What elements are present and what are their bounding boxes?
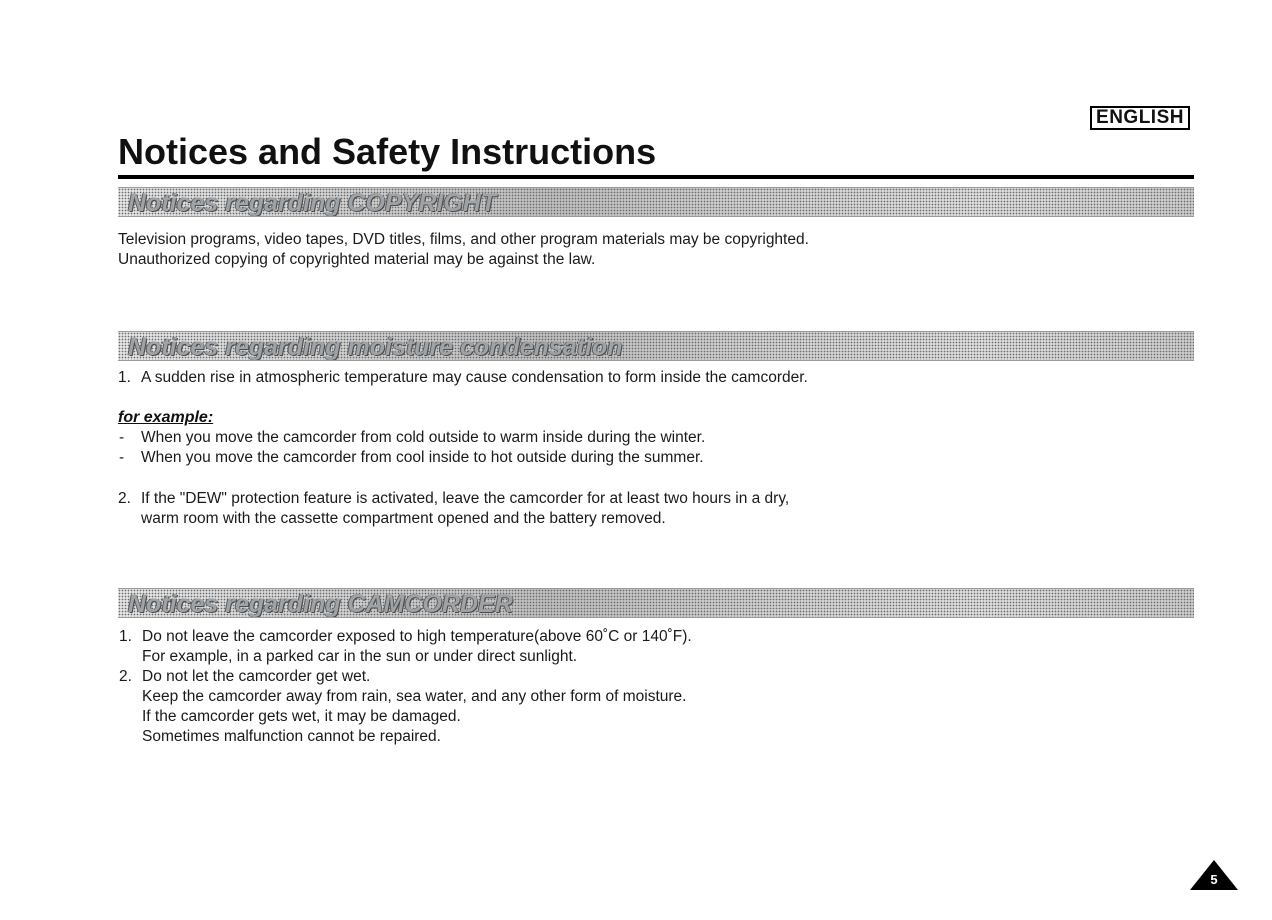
camcorder-item-2-line-4: Sometimes malfunction cannot be repaired. (142, 728, 441, 745)
camcorder-item-2-line-3: If the camcorder gets wet, it may be damaged. (142, 708, 461, 725)
moisture-bullet-1: When you move the camcorder from cold outside to warm inside during the winter. (141, 429, 706, 446)
page-title: Notices and Safety Instructions (118, 131, 657, 172)
title-rule (118, 175, 1194, 179)
language-badge: ENGLISH (1090, 106, 1190, 130)
camcorder-section-heading: Notices regarding CAMCORDER (128, 590, 513, 618)
moisture-item-1-text: A sudden rise in atmospheric temperature may cause condensation to form inside the camcorder. (141, 369, 808, 386)
bullet-mark: - (119, 449, 125, 466)
page-number: 5 (1210, 872, 1218, 887)
moisture-item-2-line-1: If the "DEW" protection feature is activated, leave the camcorder for at least two hours in a dry, (141, 490, 790, 507)
copyright-line-2: Unauthorized copying of copyrighted material may be against the law. (118, 251, 596, 268)
moisture-item-2-number: 2. (118, 490, 131, 507)
copyright-line-1: Television programs, video tapes, DVD titles, films, and other program materials may be copyrighted. (118, 231, 809, 248)
page-number-marker (1190, 860, 1238, 890)
moisture-item-1-number: 1. (118, 369, 131, 386)
copyright-section-banner (118, 187, 1194, 217)
moisture-bullet-2: When you move the camcorder from cool inside to hot outside during the summer. (141, 449, 704, 466)
camcorder-item-1-line-2: For example, in a parked car in the sun or under direct sunlight. (142, 648, 578, 665)
camcorder-item-2-line-1: Do not let the camcorder get wet. (142, 668, 371, 685)
camcorder-section-banner (118, 588, 1194, 618)
moisture-section-banner (118, 331, 1194, 361)
moisture-item-2-line-2: warm room with the cassette compartment opened and the battery removed. (141, 510, 666, 527)
copyright-section-heading: Notices regarding COPYRIGHT (128, 189, 497, 217)
camcorder-item-2-number: 2. (119, 668, 132, 685)
moisture-section-heading: Notices regarding moisture condensation (128, 333, 623, 361)
camcorder-item-2-line-2: Keep the camcorder away from rain, sea water, and any other form of moisture. (142, 688, 687, 705)
example-label: for example: (118, 409, 214, 426)
camcorder-item-1-line-1: Do not leave the camcorder exposed to high temperature(above 60˚C or 140˚F). (142, 628, 692, 645)
camcorder-item-1-number: 1. (119, 628, 132, 645)
bullet-mark: - (119, 429, 125, 446)
